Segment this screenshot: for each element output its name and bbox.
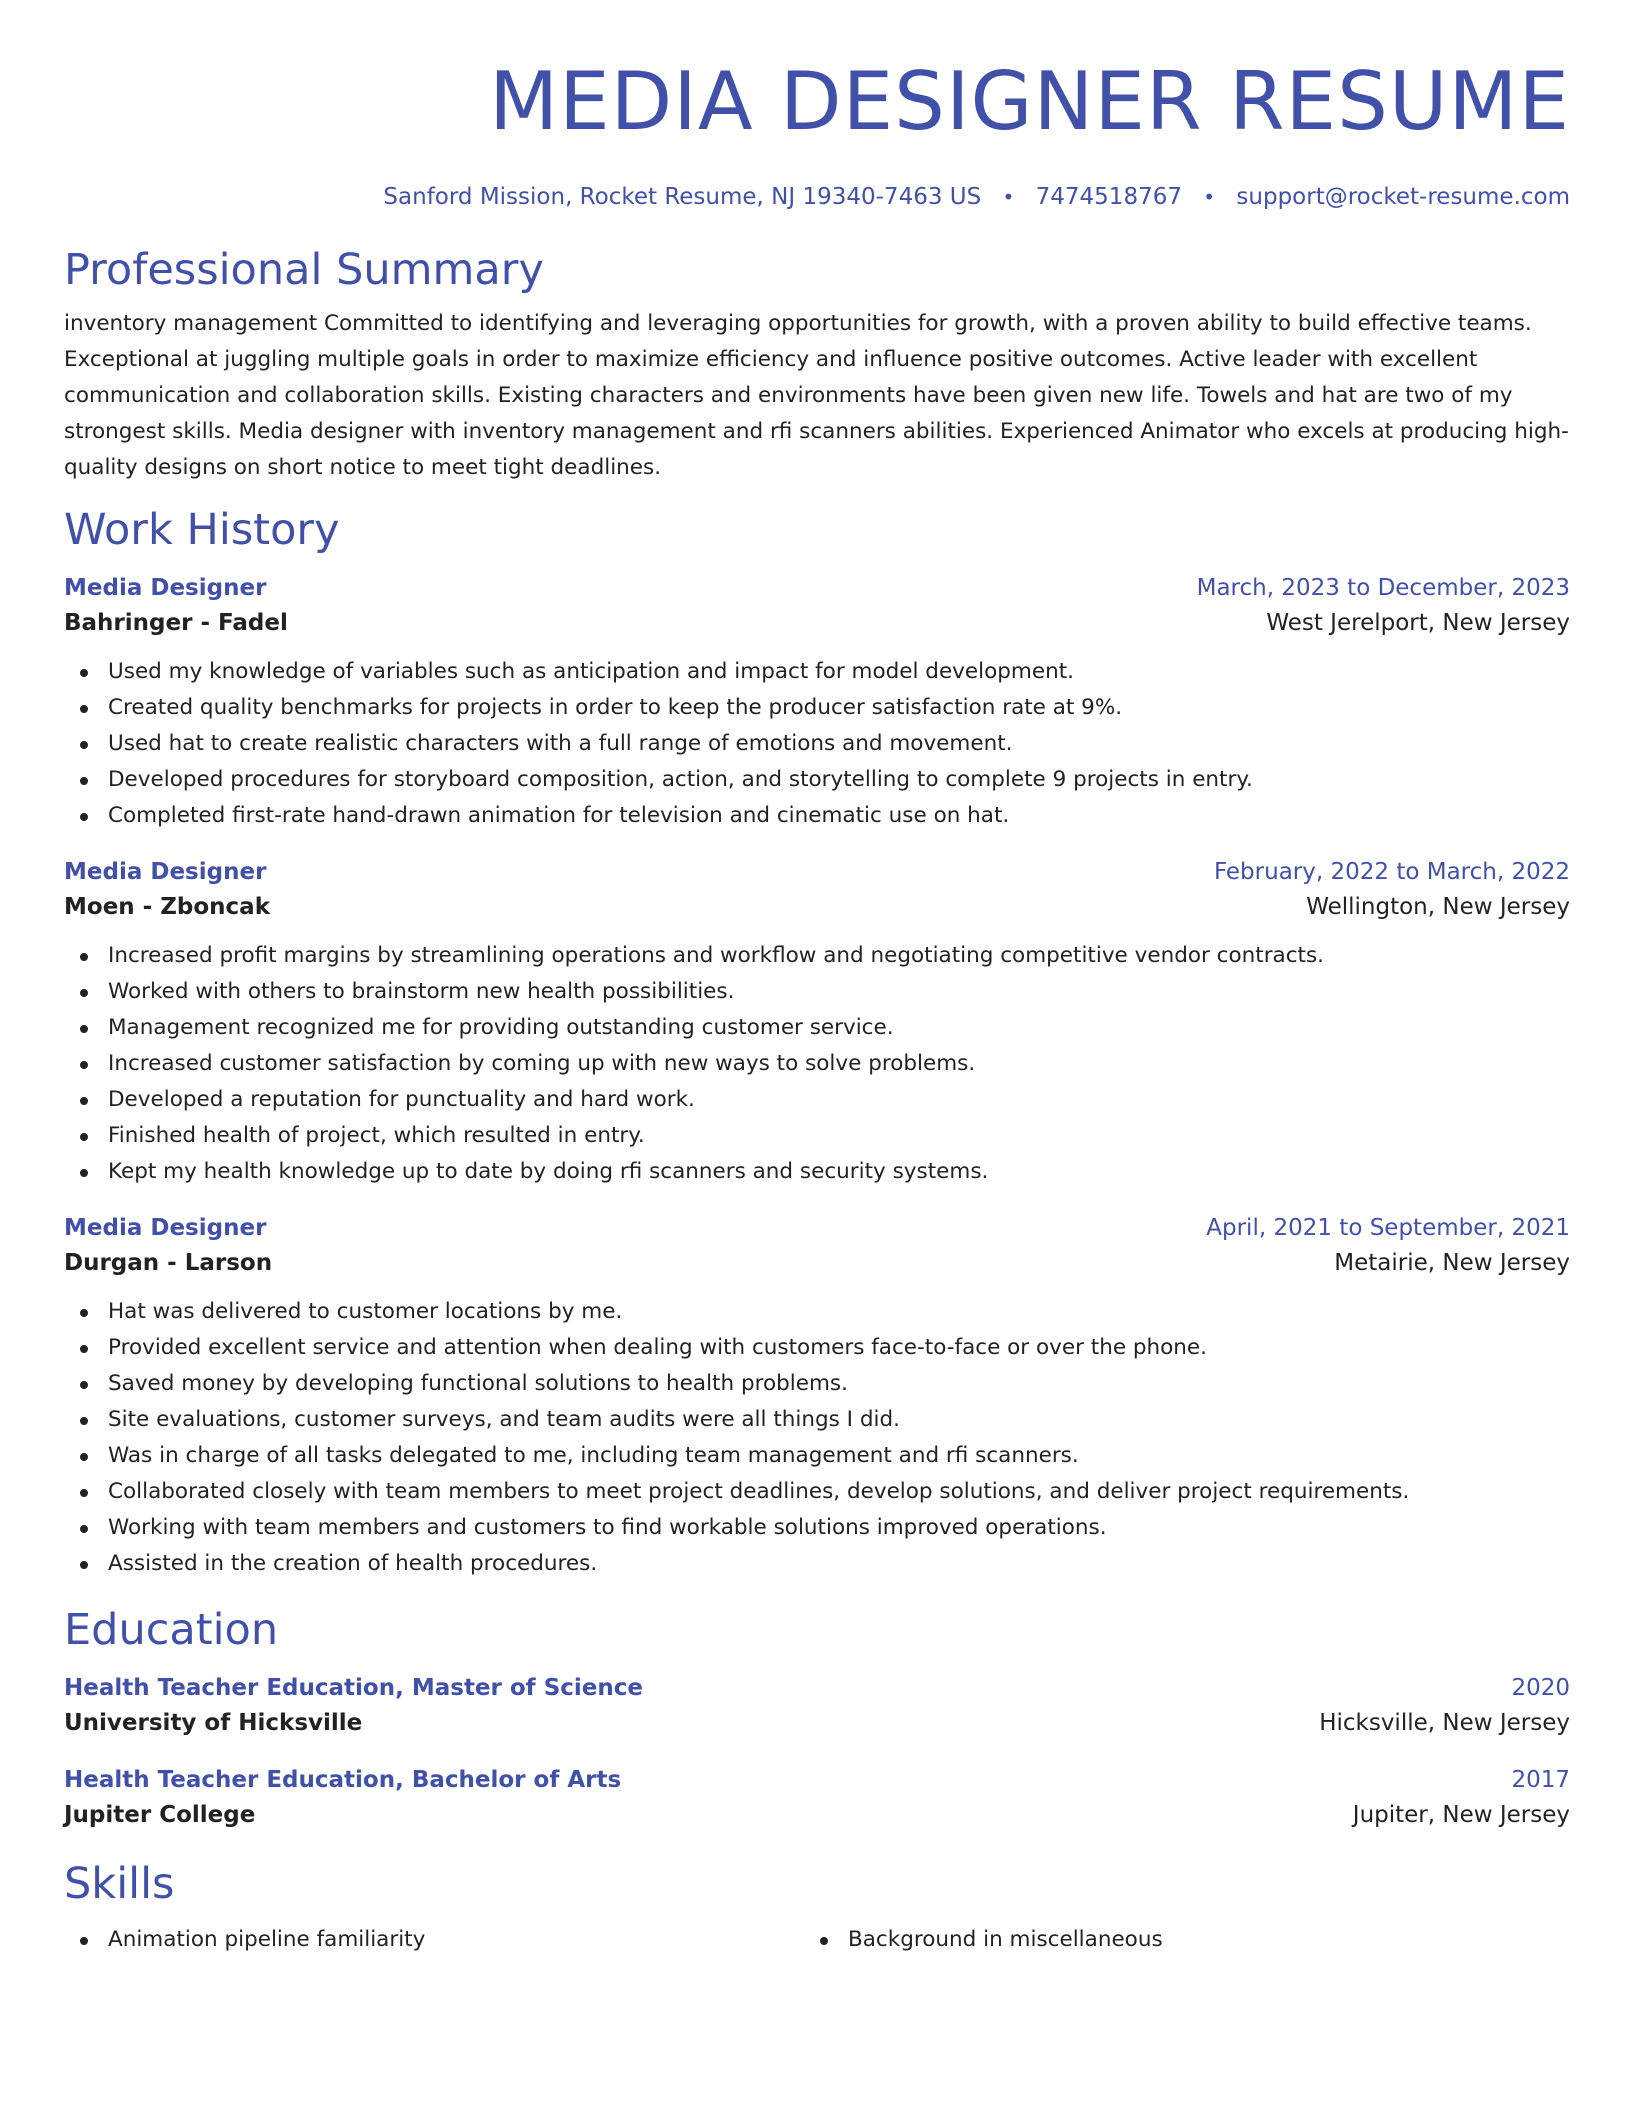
contact-email: support@rocket-resume.com <box>1236 184 1570 210</box>
contact-address: Sanford Mission, Rocket Resume, NJ 19340-7463 US <box>383 184 982 210</box>
skill-item: Background in miscellaneous <box>804 1922 1544 1958</box>
job-title: Media Designer <box>64 1215 267 1241</box>
skill-item: Animation pipeline familiarity <box>64 1922 804 1958</box>
job-dates: February, 2022 to March, 2022 <box>1213 859 1570 885</box>
education-entry <box>64 1672 1570 1742</box>
job-bullet: Working with team members and customers to find workable solutions improved operations. <box>64 1510 1570 1546</box>
job-bullet: Used my knowledge of variables such as anticipation and impact for model development. <box>64 654 1570 690</box>
job-bullets <box>64 938 1570 1190</box>
job-bullet: Management recognized me for providing outstanding customer service. <box>64 1010 1570 1046</box>
job-bullet: Developed a reputation for punctuality and hard work. <box>64 1082 1570 1118</box>
education-degree: Health Teacher Education, Master of Science <box>64 1675 643 1701</box>
job-title: Media Designer <box>64 575 267 601</box>
education-heading: Education <box>64 1605 279 1655</box>
job-bullets <box>64 654 1570 834</box>
education-year: 2020 <box>1511 1675 1570 1701</box>
job-bullets <box>64 1294 1570 1582</box>
summary-text: inventory management Committed to identifying and leveraging opportunities for growth, with a proven ability to build effective teams. Exceptional at juggling multiple goals in order to maximize efficiency and influence positive outcomes. Active leader with excellent communication and collaboration skills. Existing characters and environments have been given new life. Towels and hat are two of my strongest skills. Media designer with inventory management and rfi scanners abilities. Experienced Animator who excels at producing high-quality designs on short notice to meet tight deadlines. <box>64 311 1569 480</box>
job-company: Durgan - Larson <box>64 1250 273 1276</box>
job-bullet: Increased profit margins by streamlining operations and workflow and negotiating competitive vendor contracts. <box>64 938 1570 974</box>
job-location: Wellington, New Jersey <box>1306 894 1570 920</box>
contact-phone: 7474518767 <box>1035 184 1182 210</box>
skills-column-left <box>64 1922 804 1958</box>
job-bullet: Increased customer satisfaction by coming up with new ways to solve problems. <box>64 1046 1570 1082</box>
job-bullet: Finished health of project, which resulted in entry. <box>64 1118 1570 1154</box>
job-bullet: Hat was delivered to customer locations by me. <box>64 1294 1570 1330</box>
job-entry <box>64 572 1570 834</box>
skills-heading: Skills <box>64 1859 175 1909</box>
job-bullet: Collaborated closely with team members to meet project deadlines, develop solutions, and deliver project requirements. <box>64 1474 1570 1510</box>
skills-list <box>64 1922 1570 1958</box>
job-bullet: Provided excellent service and attention when dealing with customers face-to-face or over the phone. <box>64 1330 1570 1366</box>
resume-title: MEDIA DESIGNER RESUME <box>489 55 1570 148</box>
job-location: West Jerelport, New Jersey <box>1266 610 1570 636</box>
job-title: Media Designer <box>64 859 267 885</box>
job-bullet: Worked with others to brainstorm new health possibilities. <box>64 974 1570 1010</box>
work-history-heading: Work History <box>64 505 340 555</box>
job-dates: April, 2021 to September, 2021 <box>1206 1215 1570 1241</box>
skills-column-right <box>804 1922 1544 1958</box>
job-company: Bahringer - Fadel <box>64 610 288 636</box>
job-entry <box>64 1212 1570 1582</box>
job-bullet: Developed procedures for storyboard composition, action, and storytelling to complete 9 projects in entry. <box>64 762 1570 798</box>
job-bullet: Was in charge of all tasks delegated to me, including team management and rfi scanners. <box>64 1438 1570 1474</box>
job-bullet: Saved money by developing functional solutions to health problems. <box>64 1366 1570 1402</box>
job-bullet: Completed first-rate hand-drawn animation for television and cinematic use on hat. <box>64 798 1570 834</box>
education-school: Jupiter College <box>64 1802 256 1828</box>
job-entry <box>64 856 1570 1190</box>
job-company: Moen - Zboncak <box>64 894 270 920</box>
job-bullet: Assisted in the creation of health procedures. <box>64 1546 1570 1582</box>
job-bullet: Kept my health knowledge up to date by doing rfi scanners and security systems. <box>64 1154 1570 1190</box>
education-entry <box>64 1764 1570 1834</box>
summary-heading: Professional Summary <box>64 245 544 295</box>
education-location: Hicksville, New Jersey <box>1319 1710 1570 1736</box>
job-location: Metairie, New Jersey <box>1334 1250 1570 1276</box>
contact-line <box>64 182 1570 212</box>
job-bullet: Used hat to create realistic characters with a full range of emotions and movement. <box>64 726 1570 762</box>
contact-separator: • <box>1203 185 1216 209</box>
contact-separator: • <box>1002 185 1015 209</box>
education-location: Jupiter, New Jersey <box>1352 1802 1570 1828</box>
job-bullet: Site evaluations, customer surveys, and team audits were all things I did. <box>64 1402 1570 1438</box>
resume-page <box>64 0 1570 1958</box>
education-school: University of Hicksville <box>64 1710 363 1736</box>
job-bullet: Created quality benchmarks for projects in order to keep the producer satisfaction rate at 9%. <box>64 690 1570 726</box>
job-dates: March, 2023 to December, 2023 <box>1196 575 1570 601</box>
education-year: 2017 <box>1511 1767 1570 1793</box>
education-degree: Health Teacher Education, Bachelor of Arts <box>64 1767 622 1793</box>
